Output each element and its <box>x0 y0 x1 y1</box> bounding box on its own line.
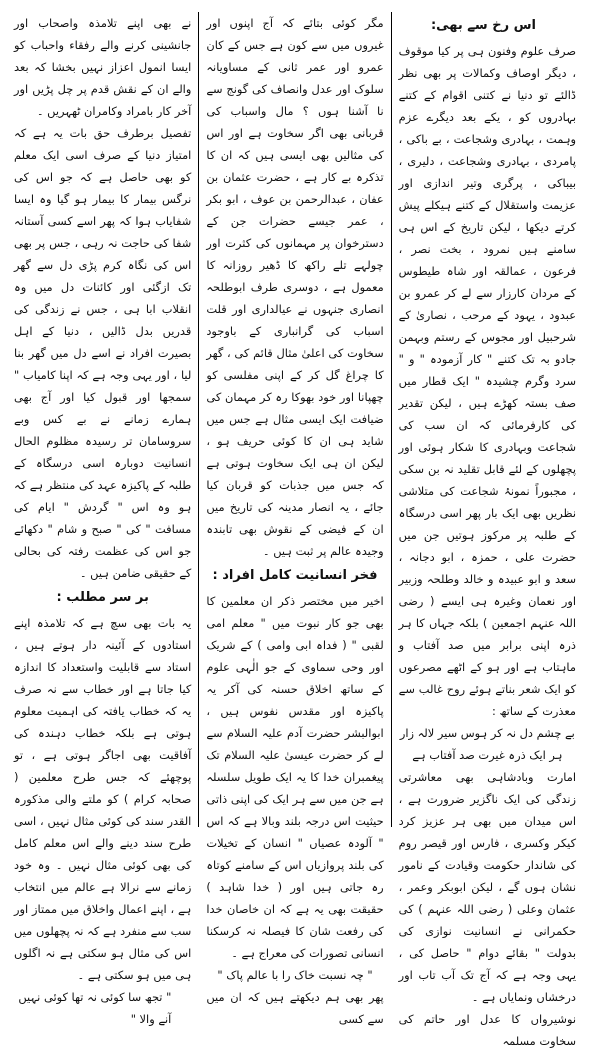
section-heading-to-the-point: بر سر مطلب : <box>56 590 149 605</box>
paragraph: یہ بات بھی سچ ہے کہ تلامذہ اپنے استادوں کے آئینہ دار ہوتے ہیں ، استاد سے قابلیت واستعداد کا اندازہ کیا جاتا ہے اور خطاب سے نہ صرف یہ کہ خطاب یافتہ کی اہمیت معلوم ہوتی ہے بلکہ خطاب دہندہ کی آفاقیت بھی اجاگر ہوتی ہے ، تو پوچھئے کہ جس طرح معلمین ( صحابہ کرام ) کو ملتے والی مذکورہ القدر سند کی کوئی مثال نہیں ، اسی طرح سند دینے والے اس معلم کامل کی بھی کوئی مثال نہیں ۔ وہ خود زمانے سے نرالا ہے عالم میں انتخاب ہے ، اپنے اعمال واخلاق میں ممتاز اور سب سے منفرد ہے کہ نہ پچھلوں میں اس کی مثال ہو سکتی ہے نہ اگلوں ہی میں ہو سکتی ہے ۔ <box>14 616 192 982</box>
middle-column <box>200 12 389 1026</box>
section-heading-this-aspect-too: اس رخ سے بھی: <box>430 18 536 33</box>
paragraph: نوشیرواں کا عدل اور حاتم کی سخاوت مسلمہ <box>398 1012 576 1048</box>
poem-line: ہر ایک ذرہ غیرت صد آفتاب ہے <box>412 748 563 762</box>
right-column <box>393 12 582 1048</box>
section-heading-pride-of-humanity: فخر انسانیت کامل افراد : <box>212 568 378 583</box>
paragraph: امارت وبادشاہی بھی معاشرتی زندگی کی ایک ناگزیر ضرورت ہے ، اس میدان میں بھی ہر عزیز کرد کیکر وکسری ، فارس اور قیصر روم کی شاندار حکومت وقیادت کے نامور نشان ہوں گے ، لیکن ابوبکر وعمر ، عثمان وعلی ( رضی اللہ عنہم ) کی حکمرانی نے انسانیت نوازی کی بدولت " بقائے دوام " حاصل کی ، یہی وجہ ہے کہ آج تک آب تاب اور درخشاں ونمایاں ہے ۔ <box>398 770 576 1004</box>
column-divider <box>391 12 392 827</box>
paragraph: نے بھی اپنے تلامذہ واصحاب اور جانشینی کرنے والے رفقاء واحباب کو ایسا انمول اعزاز نہیں بخشا کہ بعد والے ان کے نقش قدم پر چل پڑیں اور آخر کار بامراد وکامران ٹھہریں ۔ <box>14 16 192 118</box>
paragraph: مگر کوئی بتائے کہ آج اپنوں اور غیروں میں سے کون ہے جس کے کان عمرو اور عمر ثانی کے مساویانہ سلوک اور عدل وانصاف کی گونج سے نا آشنا ہوں ؟ مال واسباب کی قربانی بھی اگر سخاوت ہے اور اس کی مثالیں بھی ایسی ہیں کہ ان کا تذکرہ بے کار ہے ، حضرت عثمان بن عفان ، عبدالرحمن بن عوف ، ابو بکر ، عمر جیسے حضرات جن کے دسترخوان پر مہمانوں کی کثرت اور چولہے تلے راکھ کا ڈھیر روزانہ کا معمول ہے ، دوسری طرف ابوطلحہ انصاری جنہوں نے عیالداری اور قلت اسباب کی گرانباری کے باوجود سخاوت کی اعلیٰ مثال قائم کی ، گھر کا چراغ گل کر کے اپنی مفلسی کو چھپانا اور خود بھوکا رہ کر مہمان کی ضیافت ایک ایسی مثال ہے جس میں شاید ہی ان کا کوئی حریف ہو ، لیکن ان ہی ایک سخاوت ہوتی ہے کہ جس میں جذبات کو قربان کیا جائے ، یہ انصار مدینہ کی تاریخ میں ان کے فیضی کے نقوش بھی تابندہ وجیدہ عالم پر ثبت ہیں ۔ <box>206 16 384 558</box>
quote-line: " تجھ سا کوئی نہ تھا کوئی نہیں آنے والا " <box>18 990 172 1026</box>
paragraph: تفصیل برطرف حق بات یہ ہے کہ امتیاز دنیا کے صرف اسی ایک معلم کو بھی حاصل ہے کہ جو اس کی نرگس بیمار کا بیمار ہو گیا وہ ایسا شفایاب ہوا کہ پھر اسے کسی آستانہ شفا کی حاجت نہ رہی ، جس پر بھی اس کی نگاہ کرم پڑی دل سے گھر تک ازگئی اور کائنات دل میں وہ انقلاب ابا ہی ، جس نے زندگی کی قدریں بدل ڈالیں ، دنیا کے اہل بصیرت افراد نے اسے دل میں گھر بنا لیا ، اور یہی وجہ ہے کہ اپنا کامیاب " سمجھا اور قبول کیا اور آج بھی ہمارے زمانے نے بے کس وبے سروسامان تر رسیدہ مظلوم الحال انسانیت دوبارہ اسی درسگاہ کے طلبہ کے پاکیزہ عہد کی منتظر ہے کہ ہو وہ اس " گردش " ایام کی مسافت " کی " صبح و شام " دکھائے جو اس کی عظمت رفتہ کی بحالی کے حقیقی ضامن ہیں ۔ <box>14 126 192 580</box>
paragraph: صرف علوم وفنون ہی پر کیا موقوف ، دیگر اوصاف وکمالات پر بھی نظر ڈالئے تو دنیا نے کتنی اقوام کے کتنے بہادروں کو ، یکے بعد دیگرے عزم وہمت ، بہادری وشجاعت ، بے باکی ، پامردی ، بہادری وشجاعت ، دلیری ، بیباکی ، پرگری وتیر اندازی اور عزیمت واستقلال کے کتنے ہیکلے پیش کرتے دیکھا ، لیکن تاریخ کے اس ہی سامنے ہیں نمرود ، بخت نصر ، فرعون ، عمالقہ اور شاہ طیطوس کے مردان کارزار سے لے کر عمرو بن عبدود ، یہود کے مرحب ، نصاریٰ کے شرحبیل اور مجوس کے رستم وبہمن جادو بہ تک کتنے " کار آزمودہ " و " سرد وگرم چشیدہ " ایک قطار میں صف بستہ کھڑے ہیں ، لیکن تقدیر کی کارفرمائی کہ ان سب کی شجاعت وبہادری کا شکار ہوئی اور پچھلوں کے لئے قابل تقلید نہ بن سکی ، مجبوراً نمونۂ شجاعت کی متلاشی نظریں بھی ایک بار پھر اسی درسگاہ کے طلبہ پر مرکوز ہوتیں جن میں حضرت علی ، حمزہ ، ابو دجانہ ، سعد و ابو عبیدہ و خالد وطلحہ وزبیر اور نعمان وغیرہ ہی ایسے ( رضی اللہ عنہم اجمعین ) بلکہ جہاں کا ہر ذرہ اپنی برابر میں صد آفتاب و ماہتاب ہے اور ہو کے اٹھے مصرعوں کو ایک شعر بناتے ہوئے روح غالب سے معذرت کے ساتھ : <box>398 44 576 718</box>
left-column <box>8 12 197 1026</box>
column-divider <box>198 12 199 827</box>
quote-line: " چہ نسبت خاک را با عالم پاک " <box>217 968 373 982</box>
paragraph: اخیر میں مختصر ذکر ان معلمین کا بھی جو کار نبوت میں " معلم امی لقبی " ( فداہ ابی وامی ) کے شریک اور وحی سماوی کے جو الٰہی علوم کے ساتھ اخلاق حسنہ کی آکر یہ پاکیزہ اور مقدس نفوس ہیں ، ابوالبشر حضرت آدم علیہ السلام سے لے کر حضرت عیسیٰ علیہ السلام تک پیغمبران خدا کا یہ ایک طویل سلسلہ ہے جن میں سے ہر ایک کی اپنی ذاتی حیثیت اس درجہ بلند وبالا ہے کہ اس " آلودہ عصیاں " انسان کے تخیلات کی بلند پروازیاں اس کے سامنے کوتاہ رہ جاتی ہیں اور ( خدا شاہد ) حقیقت بھی یہ ہے کہ ان خاصان خدا کی رفعت شان کا فیصلہ نہ کرسکنا انسانی تصورات کی معراج ہے ۔ <box>206 594 384 960</box>
paragraph: پھر بھی ہم دیکھتے ہیں کہ ان میں سے کسی <box>206 990 384 1026</box>
poem-line: بے چشم دل نہ کر ہوس سیر لالہ زار <box>399 726 575 740</box>
